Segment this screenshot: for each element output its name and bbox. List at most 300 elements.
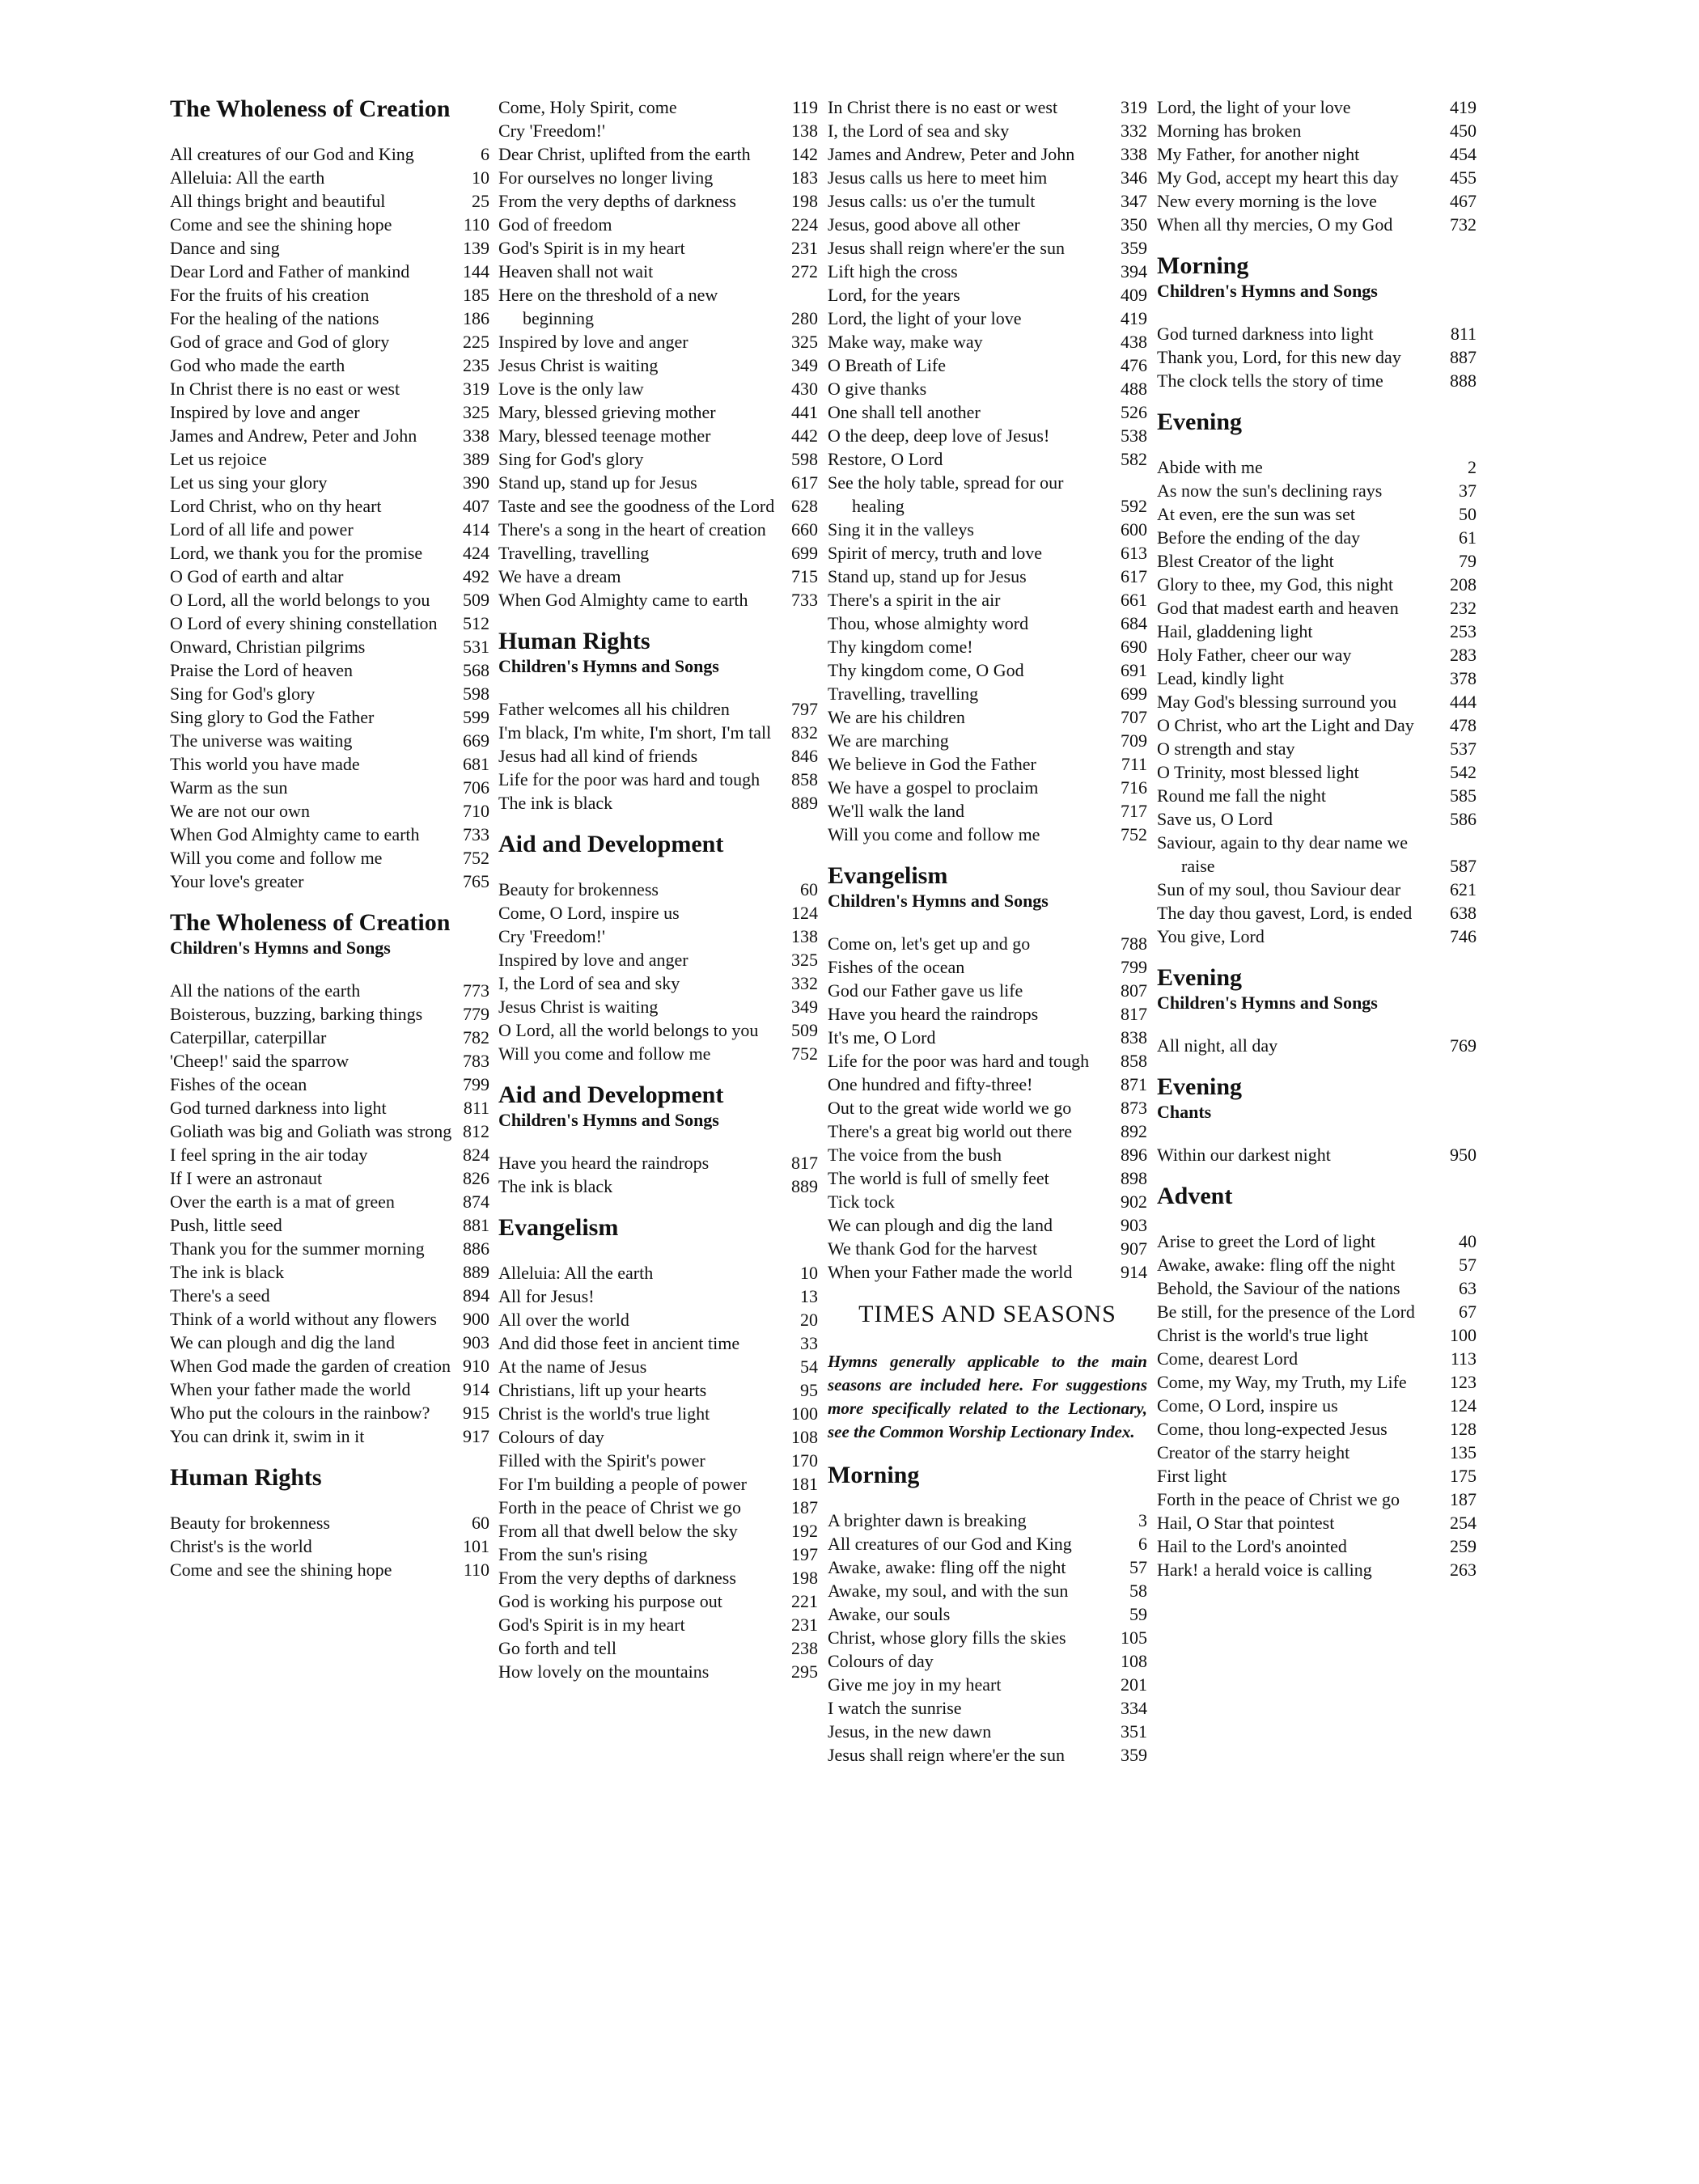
hymn-entry bbox=[498, 565, 818, 588]
hymn-title: For I'm building a people of power bbox=[498, 1474, 748, 1494]
hymn-number: 888 bbox=[1450, 370, 1477, 391]
hymn-entry bbox=[1157, 1441, 1477, 1464]
section-title: Evening bbox=[1157, 1073, 1243, 1100]
hymn-number: 454 bbox=[1450, 144, 1477, 164]
hymn-title: Lord, the light of your love bbox=[1157, 97, 1351, 117]
hymn-number: 347 bbox=[1121, 191, 1147, 211]
hymn-entry bbox=[170, 330, 489, 353]
hymn-entry bbox=[828, 658, 1147, 682]
hymn-entry bbox=[170, 1331, 489, 1354]
hymn-title: Lord, we thank you for the promise bbox=[170, 543, 423, 563]
hymn-title: Go forth and tell bbox=[498, 1638, 617, 1658]
hymn-entry bbox=[498, 768, 818, 791]
index-section-continued bbox=[828, 95, 1147, 846]
hymn-entry bbox=[498, 1355, 818, 1378]
hymn-title: Out to the great wide world we go bbox=[828, 1098, 1072, 1118]
hymn-number: 142 bbox=[791, 144, 818, 164]
hymn-number: 598 bbox=[463, 684, 489, 704]
hymn-entry bbox=[828, 1237, 1147, 1260]
hymn-number: 733 bbox=[463, 824, 489, 844]
hymn-title: God's Spirit is in my heart bbox=[498, 1615, 685, 1635]
hymn-entry bbox=[828, 1096, 1147, 1120]
hymn-title: Have you heard the raindrops bbox=[828, 1004, 1039, 1024]
hymn-title: Awake, awake: fling off the night bbox=[828, 1557, 1066, 1577]
hymn-entry bbox=[1157, 737, 1477, 760]
hymn-title: All things bright and beautiful bbox=[170, 191, 386, 211]
hymn-title: Alleluia: All the earth bbox=[498, 1263, 654, 1283]
hymn-title: O strength and stay bbox=[1157, 739, 1295, 759]
hymn-number: 892 bbox=[1121, 1121, 1147, 1141]
hymn-title: Fishes of the ocean bbox=[170, 1074, 307, 1094]
hymn-number: 414 bbox=[463, 519, 489, 540]
section-subtitle: Children's Hymns and Songs bbox=[498, 1110, 719, 1130]
hymn-title: God's Spirit is in my heart bbox=[498, 238, 685, 258]
hymn-entry bbox=[498, 518, 818, 541]
hymn-title: Abide with me bbox=[1157, 457, 1263, 477]
hymn-title: Love is the only law bbox=[498, 379, 644, 399]
hymn-number: 826 bbox=[463, 1168, 489, 1188]
hymn-number: 50 bbox=[1459, 504, 1477, 524]
hymn-entry bbox=[1157, 369, 1477, 392]
hymn-number: 144 bbox=[463, 261, 489, 281]
section-header bbox=[1157, 1183, 1477, 1210]
hymn-entry bbox=[828, 260, 1147, 283]
hymn-title: I, the Lord of sea and sky bbox=[498, 973, 680, 993]
hymn-title: Come, my Way, my Truth, my Life bbox=[1157, 1372, 1407, 1392]
hymn-entry bbox=[498, 1285, 818, 1308]
hymn-title: God who made the earth bbox=[170, 355, 345, 375]
hymn-title: Tick tock bbox=[828, 1191, 895, 1212]
hymn-number: 280 bbox=[791, 308, 818, 328]
hymn-entry bbox=[170, 283, 489, 307]
hymn-entry bbox=[1157, 1511, 1477, 1534]
hymn-title: Make way, make way bbox=[828, 332, 983, 352]
hymn-title: Beauty for brokenness bbox=[498, 879, 659, 899]
hymn-title: As now the sun's declining rays bbox=[1157, 480, 1383, 501]
hymn-number: 783 bbox=[463, 1051, 489, 1071]
hymn-title: Come, O Lord, inspire us bbox=[498, 903, 680, 923]
hymn-entry bbox=[1157, 1253, 1477, 1276]
hymn-number: 492 bbox=[463, 566, 489, 586]
hymn-title: There's a great big world out there bbox=[828, 1121, 1073, 1141]
hymn-entry bbox=[170, 612, 489, 635]
hymn-entry bbox=[170, 1143, 489, 1166]
hymn-entry bbox=[1157, 1276, 1477, 1300]
hymn-entry bbox=[170, 1073, 489, 1096]
hymn-number: 170 bbox=[791, 1450, 818, 1471]
index-section-morning bbox=[1157, 252, 1477, 392]
hymn-number: 2 bbox=[1468, 457, 1477, 477]
hymn-entry bbox=[170, 1284, 489, 1307]
hymn-number: 733 bbox=[791, 590, 818, 610]
hymn-entry bbox=[828, 1260, 1147, 1284]
hymn-title: All over the world bbox=[498, 1310, 629, 1330]
hymn-entry bbox=[828, 1213, 1147, 1237]
section-title: Morning bbox=[1157, 252, 1249, 279]
hymn-number: 476 bbox=[1121, 355, 1147, 375]
hymn-entry bbox=[1157, 620, 1477, 643]
hymn-title: The ink is black bbox=[498, 793, 613, 813]
hymn-title: Give me joy in my heart bbox=[828, 1674, 1002, 1695]
hymn-entry bbox=[1157, 345, 1477, 369]
hymn-number: 450 bbox=[1450, 121, 1477, 141]
section-title: Human Rights bbox=[170, 1464, 322, 1491]
hymn-title: Lead, kindly light bbox=[1157, 668, 1285, 688]
hymn-number: 6 bbox=[1138, 1534, 1147, 1554]
hymn-title: Jesus Christ is waiting bbox=[498, 997, 659, 1017]
section-subtitle: Children's Hymns and Songs bbox=[170, 938, 391, 958]
hymn-number: 887 bbox=[1450, 347, 1477, 367]
hymn-number: 628 bbox=[791, 496, 818, 516]
hymn-entry bbox=[498, 260, 818, 283]
hymn-entry bbox=[170, 260, 489, 283]
hymn-number: 3 bbox=[1138, 1510, 1147, 1530]
section-header bbox=[1157, 964, 1477, 1014]
hymn-number: 394 bbox=[1121, 261, 1147, 281]
hymn-entry bbox=[498, 1566, 818, 1589]
hymn-entry bbox=[1157, 760, 1477, 784]
hymn-title: When God Almighty came to earth bbox=[498, 590, 748, 610]
hymn-number: 881 bbox=[463, 1215, 489, 1235]
hymn-entry bbox=[1157, 713, 1477, 737]
hymn-entry bbox=[828, 424, 1147, 447]
hymn-title: O give thanks bbox=[828, 379, 927, 399]
hymn-title: All for Jesus! bbox=[498, 1286, 595, 1306]
hymn-number: 20 bbox=[800, 1310, 818, 1330]
hymn-number: 186 bbox=[463, 308, 489, 328]
hymn-entry bbox=[498, 1496, 818, 1519]
hymn-title: At the name of Jesus bbox=[498, 1357, 647, 1377]
hymn-entry bbox=[170, 377, 489, 400]
hymn-number: 585 bbox=[1450, 785, 1477, 806]
hymn-entry bbox=[170, 1401, 489, 1424]
hymn-title: Thy kingdom come, O God bbox=[828, 660, 1024, 680]
hymn-number: 119 bbox=[791, 97, 818, 117]
hymn-title: Lord of all life and power bbox=[170, 519, 354, 540]
hymn-entry bbox=[828, 682, 1147, 705]
hymn-number: 684 bbox=[1121, 613, 1147, 633]
hymn-title: I'm black, I'm white, I'm short, I'm tall bbox=[498, 722, 772, 743]
hymn-title: When God made the garden of creation bbox=[170, 1356, 451, 1376]
section-header bbox=[1157, 252, 1477, 303]
hymn-number: 699 bbox=[1121, 684, 1147, 704]
hymn-entry bbox=[1157, 455, 1477, 479]
index-section-the-wholeness-of-creation bbox=[170, 95, 489, 893]
hymn-title: Come on, let's get up and go bbox=[828, 933, 1031, 954]
hymn-number: 95 bbox=[800, 1380, 818, 1400]
section-header bbox=[498, 1081, 818, 1132]
hymn-number: 60 bbox=[800, 879, 818, 899]
hymn-entry bbox=[170, 166, 489, 189]
hymn-title: Thank you, Lord, for this new day bbox=[1157, 347, 1401, 367]
hymn-entry bbox=[1157, 166, 1477, 189]
hymn-entry bbox=[1157, 1488, 1477, 1511]
section-header bbox=[828, 1462, 1147, 1489]
hymn-title: In Christ there is no east or west bbox=[170, 379, 400, 399]
hymn-number: 198 bbox=[791, 1568, 818, 1588]
hymn-title: Jesus, good above all other bbox=[828, 214, 1020, 235]
hymn-number: 681 bbox=[463, 754, 489, 774]
hymn-title: Life for the poor was hard and tough bbox=[828, 1051, 1090, 1071]
hymn-entry bbox=[170, 1260, 489, 1284]
hymn-title: All creatures of our God and King bbox=[828, 1534, 1072, 1554]
section-title: Aid and Development bbox=[498, 831, 724, 857]
index-section-the-wholeness-of-creation bbox=[170, 909, 489, 1448]
hymn-entry bbox=[170, 705, 489, 729]
hymn-entry bbox=[828, 1673, 1147, 1696]
hymn-number: 799 bbox=[1121, 957, 1147, 977]
hymn-title: Push, little seed bbox=[170, 1215, 282, 1235]
hymn-number: 332 bbox=[791, 973, 818, 993]
hymn-number: 799 bbox=[463, 1074, 489, 1094]
hymn-entry bbox=[828, 1509, 1147, 1532]
hymn-title: See the holy table, spread for our healing bbox=[828, 472, 1064, 516]
hymn-entry bbox=[828, 612, 1147, 635]
hymn-title: The clock tells the story of time bbox=[1157, 370, 1383, 391]
hymn-title: O God of earth and altar bbox=[170, 566, 344, 586]
hymn-number: 325 bbox=[791, 950, 818, 970]
hymn-entry bbox=[170, 752, 489, 776]
hymn-title: Lift high the cross bbox=[828, 261, 958, 281]
hymn-number: 359 bbox=[1121, 238, 1147, 258]
hymn-title: Lord, for the years bbox=[828, 285, 960, 305]
hymn-entry bbox=[170, 776, 489, 799]
hymn-number: 613 bbox=[1121, 543, 1147, 563]
hymn-entry bbox=[828, 1073, 1147, 1096]
index-section-continued bbox=[1157, 95, 1477, 236]
hymn-title: You give, Lord bbox=[1157, 926, 1265, 946]
hymn-number: 832 bbox=[791, 722, 818, 743]
hymn-title: Colours of day bbox=[498, 1427, 604, 1447]
hymn-title: I, the Lord of sea and sky bbox=[828, 121, 1010, 141]
hymn-number: 232 bbox=[1450, 598, 1477, 618]
hymn-title: Within our darkest night bbox=[1157, 1145, 1331, 1165]
hymn-number: 587 bbox=[1450, 856, 1477, 876]
hymn-number: 592 bbox=[1121, 496, 1147, 516]
hymn-entry bbox=[1157, 479, 1477, 502]
hymn-entry bbox=[170, 658, 489, 682]
hymn-number: 903 bbox=[463, 1332, 489, 1352]
hymn-number: 390 bbox=[463, 472, 489, 493]
hymn-entry bbox=[498, 400, 818, 424]
hymn-entry bbox=[1157, 573, 1477, 596]
hymn-title: Come, dearest Lord bbox=[1157, 1348, 1299, 1369]
hymn-title: From all that dwell below the sky bbox=[498, 1521, 738, 1541]
hymn-number: 33 bbox=[800, 1333, 818, 1353]
hymn-number: 599 bbox=[463, 707, 489, 727]
section-title: Evening bbox=[1157, 408, 1243, 435]
hymn-entry bbox=[170, 1213, 489, 1237]
hymn-title: All creatures of our God and King bbox=[170, 144, 414, 164]
hymn-title: Inspired by love and anger bbox=[498, 950, 688, 970]
hymn-number: 914 bbox=[463, 1379, 489, 1399]
hymn-entry bbox=[828, 95, 1147, 119]
hymn-entry bbox=[170, 1307, 489, 1331]
hymn-number: 769 bbox=[1450, 1035, 1477, 1056]
hymn-number: 717 bbox=[1121, 801, 1147, 821]
hymn-title: My Father, for another night bbox=[1157, 144, 1360, 164]
hymn-entry bbox=[498, 995, 818, 1018]
hymn-title: James and Andrew, Peter and John bbox=[170, 425, 417, 446]
hymn-entry bbox=[828, 166, 1147, 189]
section-subtitle: Chants bbox=[1157, 1102, 1212, 1122]
hymn-number: 254 bbox=[1450, 1513, 1477, 1533]
hymn-number: 542 bbox=[1450, 762, 1477, 782]
hymn-entry bbox=[828, 213, 1147, 236]
hymn-number: 272 bbox=[791, 261, 818, 281]
hymn-number: 788 bbox=[1121, 933, 1147, 954]
index-section-evening bbox=[1157, 408, 1477, 948]
hymn-number: 67 bbox=[1459, 1302, 1477, 1322]
hymn-entry bbox=[1157, 784, 1477, 807]
hymn-entry bbox=[828, 1532, 1147, 1555]
hymn-title: Jesus had all kind of friends bbox=[498, 746, 698, 766]
hymn-number: 138 bbox=[791, 926, 818, 946]
section-subtitle: Children's Hymns and Songs bbox=[1157, 993, 1378, 1013]
hymn-entry bbox=[498, 1175, 818, 1198]
hymn-number: 100 bbox=[1450, 1325, 1477, 1345]
column-2 bbox=[498, 95, 818, 1683]
hymn-title: Thy kingdom come! bbox=[828, 637, 973, 657]
hymn-number: 325 bbox=[791, 332, 818, 352]
hymn-title: God that madest earth and heaven bbox=[1157, 598, 1399, 618]
hymn-title: Let us sing your glory bbox=[170, 472, 328, 493]
hymn-title: Stand up, stand up for Jesus bbox=[498, 472, 697, 493]
hymn-title: Jesus calls us here to meet him bbox=[828, 167, 1048, 188]
hymn-number: 40 bbox=[1459, 1231, 1477, 1251]
hymn-entry bbox=[1157, 643, 1477, 667]
hymn-number: 185 bbox=[463, 285, 489, 305]
hymn-title: Christians, lift up your hearts bbox=[498, 1380, 707, 1400]
hymn-title: All the nations of the earth bbox=[170, 980, 361, 1001]
hymn-number: 63 bbox=[1459, 1278, 1477, 1298]
hymn-title: God turned darkness into light bbox=[1157, 324, 1374, 344]
hymn-title: O Lord, all the world belongs to you bbox=[498, 1020, 759, 1040]
hymn-entry bbox=[1157, 142, 1477, 166]
hymn-title: Filled with the Spirit's power bbox=[498, 1450, 705, 1471]
hymn-title: Come, O Lord, inspire us bbox=[1157, 1395, 1338, 1416]
hymn-number: 105 bbox=[1121, 1627, 1147, 1648]
hymn-number: 181 bbox=[791, 1474, 818, 1494]
hymn-entry bbox=[498, 494, 818, 518]
hymn-number: 838 bbox=[1121, 1027, 1147, 1048]
hymn-title: From the sun's rising bbox=[498, 1544, 648, 1564]
section-note: Hymns generally applicable to the main seasons are included here. For suggestions more specifically related to the Lectionary, see the Common Worship Lectionary Index. bbox=[828, 1352, 1147, 1441]
hymn-number: 58 bbox=[1129, 1581, 1147, 1601]
hymn-title: From the very depths of darkness bbox=[498, 191, 736, 211]
hymn-entry bbox=[170, 1511, 489, 1534]
hymn-entry bbox=[170, 1534, 489, 1558]
hymn-number: 351 bbox=[1121, 1721, 1147, 1742]
hymn-number: 690 bbox=[1121, 637, 1147, 657]
hymn-title: Will you come and follow me bbox=[498, 1043, 711, 1064]
hymn-entry bbox=[498, 925, 818, 948]
hymn-number: 319 bbox=[1121, 97, 1147, 117]
hymn-number: 108 bbox=[791, 1427, 818, 1447]
hymn-title: There's a seed bbox=[170, 1285, 270, 1306]
hymn-number: 617 bbox=[1121, 566, 1147, 586]
hymn-entry bbox=[828, 955, 1147, 979]
hymn-title: Caterpillar, caterpillar bbox=[170, 1027, 327, 1048]
hymn-entry bbox=[828, 142, 1147, 166]
hymn-entry bbox=[498, 721, 818, 744]
hymn-title: Forth in the peace of Christ we go bbox=[1157, 1489, 1400, 1509]
hymn-entry bbox=[498, 1261, 818, 1285]
hymn-title: Who put the colours in the rainbow? bbox=[170, 1403, 430, 1423]
hymn-number: 898 bbox=[1121, 1168, 1147, 1188]
hymn-entry bbox=[170, 729, 489, 752]
column-3 bbox=[828, 95, 1147, 1767]
hymn-title: Alleluia: All the earth bbox=[170, 167, 325, 188]
hymn-entry bbox=[498, 588, 818, 612]
hymn-entry bbox=[1157, 831, 1477, 878]
hymn-title: I feel spring in the air today bbox=[170, 1145, 368, 1165]
hymn-entry bbox=[170, 846, 489, 870]
hymn-title: Stand up, stand up for Jesus bbox=[828, 566, 1027, 586]
hymn-title: Thou, whose almighty word bbox=[828, 613, 1029, 633]
hymn-title: How lovely on the mountains bbox=[498, 1661, 710, 1682]
hymn-title: We believe in God the Father bbox=[828, 754, 1036, 774]
hymn-title: James and Andrew, Peter and John bbox=[828, 144, 1075, 164]
section-subtitle: Children's Hymns and Songs bbox=[1157, 281, 1378, 301]
hymn-entry bbox=[170, 1166, 489, 1190]
hymn-entry bbox=[498, 1613, 818, 1636]
hymn-entry bbox=[170, 1120, 489, 1143]
hymn-title: Cry 'Freedom!' bbox=[498, 121, 605, 141]
hymn-entry bbox=[498, 236, 818, 260]
hymn-number: 123 bbox=[1450, 1372, 1477, 1392]
hymn-title: We are marching bbox=[828, 730, 949, 751]
hymn-entry bbox=[1157, 1370, 1477, 1394]
hymn-entry bbox=[1157, 213, 1477, 236]
hymn-number: 707 bbox=[1121, 707, 1147, 727]
column-1 bbox=[170, 95, 489, 1581]
hymn-entry bbox=[828, 1720, 1147, 1743]
hymn-number: 512 bbox=[463, 613, 489, 633]
hymn-title: First light bbox=[1157, 1466, 1227, 1486]
hymn-title: Holy Father, cheer our way bbox=[1157, 645, 1352, 665]
hymn-number: 113 bbox=[1450, 1348, 1477, 1369]
hymn-number: 346 bbox=[1121, 167, 1147, 188]
hymn-entry bbox=[498, 697, 818, 721]
hymn-title: 'Cheep!' said the sparrow bbox=[170, 1051, 350, 1071]
hymn-entry bbox=[170, 1354, 489, 1378]
section-subtitle: Children's Hymns and Songs bbox=[498, 656, 719, 676]
hymn-entry bbox=[828, 307, 1147, 330]
hymn-title: Thank you for the summer morning bbox=[170, 1238, 425, 1259]
hymn-number: 889 bbox=[463, 1262, 489, 1282]
hymn-number: 128 bbox=[1450, 1419, 1477, 1439]
hymn-entry bbox=[498, 330, 818, 353]
hymn-title: We'll walk the land bbox=[828, 801, 964, 821]
hymn-entry bbox=[1157, 1034, 1477, 1057]
section-header bbox=[498, 628, 818, 678]
hymn-number: 638 bbox=[1450, 903, 1477, 923]
section-title: Evangelism bbox=[828, 862, 948, 889]
hymn-title: I watch the sunrise bbox=[828, 1698, 962, 1718]
hymn-title: Come and see the shining hope bbox=[170, 1560, 392, 1580]
hymn-number: 715 bbox=[791, 566, 818, 586]
hymn-entry bbox=[1157, 1143, 1477, 1166]
hymn-title: Inspired by love and anger bbox=[498, 332, 688, 352]
hymn-number: 108 bbox=[1121, 1651, 1147, 1671]
hymn-number: 319 bbox=[463, 379, 489, 399]
hymn-entry bbox=[1157, 1347, 1477, 1370]
hymn-entry bbox=[498, 1660, 818, 1683]
hymn-title: One shall tell another bbox=[828, 402, 981, 422]
hymn-number: 537 bbox=[1450, 739, 1477, 759]
hymn-number: 60 bbox=[472, 1513, 489, 1533]
